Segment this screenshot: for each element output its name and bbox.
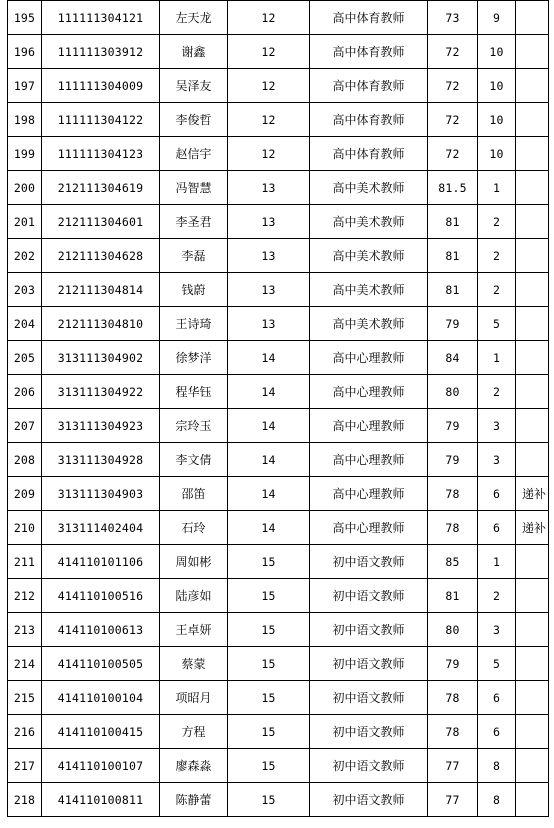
cell-exam-id: 414110100505 <box>42 647 160 681</box>
cell-seq: 212 <box>8 579 42 613</box>
cell-post: 高中体育教师 <box>310 69 428 103</box>
cell-name: 左天龙 <box>160 1 228 35</box>
table-row <box>8 375 549 409</box>
cell-post: 高中体育教师 <box>310 103 428 137</box>
cell-score: 72 <box>428 103 478 137</box>
cell-note <box>516 137 549 171</box>
cell-exam-id: 414110100415 <box>42 715 160 749</box>
cell-name: 王诗琦 <box>160 307 228 341</box>
cell-post-code: 15 <box>228 579 310 613</box>
cell-score: 78 <box>428 477 478 511</box>
table-row <box>8 35 549 69</box>
cell-post-code: 14 <box>228 375 310 409</box>
cell-score: 80 <box>428 613 478 647</box>
table-row <box>8 341 549 375</box>
cell-note <box>516 579 549 613</box>
cell-rank: 6 <box>478 681 516 715</box>
table-row <box>8 205 549 239</box>
cell-post: 高中心理教师 <box>310 375 428 409</box>
cell-post-code: 15 <box>228 647 310 681</box>
cell-score: 81 <box>428 273 478 307</box>
cell-seq: 208 <box>8 443 42 477</box>
cell-rank: 10 <box>478 35 516 69</box>
cell-rank: 2 <box>478 205 516 239</box>
cell-rank: 2 <box>478 273 516 307</box>
cell-name: 石玲 <box>160 511 228 545</box>
cell-score: 78 <box>428 511 478 545</box>
cell-score: 81 <box>428 205 478 239</box>
table-row <box>8 511 549 545</box>
cell-post-code: 14 <box>228 409 310 443</box>
table-row <box>8 239 549 273</box>
cell-score: 72 <box>428 137 478 171</box>
table-row <box>8 579 549 613</box>
cell-seq: 199 <box>8 137 42 171</box>
cell-score: 84 <box>428 341 478 375</box>
table-row <box>8 69 549 103</box>
table-row <box>8 647 549 681</box>
cell-seq: 217 <box>8 749 42 783</box>
cell-rank: 2 <box>478 375 516 409</box>
cell-post: 高中美术教师 <box>310 205 428 239</box>
cell-rank: 8 <box>478 749 516 783</box>
cell-seq: 195 <box>8 1 42 35</box>
cell-rank: 10 <box>478 103 516 137</box>
cell-rank: 3 <box>478 443 516 477</box>
cell-post: 高中美术教师 <box>310 239 428 273</box>
cell-post: 高中体育教师 <box>310 1 428 35</box>
cell-note <box>516 443 549 477</box>
cell-post-code: 13 <box>228 205 310 239</box>
cell-note <box>516 103 549 137</box>
cell-rank: 10 <box>478 137 516 171</box>
cell-seq: 215 <box>8 681 42 715</box>
table-row <box>8 715 549 749</box>
cell-name: 冯智慧 <box>160 171 228 205</box>
results-table <box>7 0 549 817</box>
cell-score: 79 <box>428 647 478 681</box>
cell-post: 高中心理教师 <box>310 511 428 545</box>
cell-name: 方程 <box>160 715 228 749</box>
cell-note <box>516 681 549 715</box>
cell-rank: 6 <box>478 477 516 511</box>
cell-name: 李文倩 <box>160 443 228 477</box>
cell-post: 高中体育教师 <box>310 35 428 69</box>
cell-rank: 8 <box>478 783 516 817</box>
cell-post-code: 15 <box>228 545 310 579</box>
cell-name: 赵信宇 <box>160 137 228 171</box>
cell-score: 85 <box>428 545 478 579</box>
cell-seq: 211 <box>8 545 42 579</box>
cell-seq: 210 <box>8 511 42 545</box>
table-row <box>8 613 549 647</box>
cell-note <box>516 341 549 375</box>
cell-score: 79 <box>428 443 478 477</box>
cell-note <box>516 171 549 205</box>
cell-score: 79 <box>428 307 478 341</box>
cell-seq: 202 <box>8 239 42 273</box>
cell-seq: 204 <box>8 307 42 341</box>
cell-exam-id: 414110100104 <box>42 681 160 715</box>
cell-post-code: 14 <box>228 477 310 511</box>
cell-score: 77 <box>428 783 478 817</box>
cell-exam-id: 414110100811 <box>42 783 160 817</box>
cell-score: 81 <box>428 239 478 273</box>
cell-note <box>516 545 549 579</box>
cell-name: 徐梦洋 <box>160 341 228 375</box>
cell-rank: 5 <box>478 307 516 341</box>
cell-note <box>516 205 549 239</box>
cell-name: 蔡蒙 <box>160 647 228 681</box>
table-row <box>8 681 549 715</box>
cell-post-code: 14 <box>228 341 310 375</box>
cell-post-code: 12 <box>228 103 310 137</box>
cell-seq: 197 <box>8 69 42 103</box>
cell-exam-id: 111111304122 <box>42 103 160 137</box>
cell-exam-id: 111111304009 <box>42 69 160 103</box>
cell-post: 高中美术教师 <box>310 307 428 341</box>
cell-post: 初中语文教师 <box>310 681 428 715</box>
cell-note <box>516 647 549 681</box>
cell-post-code: 15 <box>228 613 310 647</box>
cell-post-code: 15 <box>228 681 310 715</box>
cell-score: 81.5 <box>428 171 478 205</box>
cell-seq: 205 <box>8 341 42 375</box>
cell-score: 72 <box>428 35 478 69</box>
cell-exam-id: 212111304810 <box>42 307 160 341</box>
results-table-body <box>8 1 549 817</box>
cell-exam-id: 212111304814 <box>42 273 160 307</box>
cell-exam-id: 111111304123 <box>42 137 160 171</box>
cell-score: 78 <box>428 715 478 749</box>
cell-note <box>516 409 549 443</box>
cell-score: 80 <box>428 375 478 409</box>
cell-name: 钱蔚 <box>160 273 228 307</box>
cell-post-code: 13 <box>228 273 310 307</box>
cell-rank: 2 <box>478 579 516 613</box>
cell-post: 初中语文教师 <box>310 647 428 681</box>
cell-rank: 9 <box>478 1 516 35</box>
table-row <box>8 477 549 511</box>
cell-rank: 10 <box>478 69 516 103</box>
cell-post: 高中心理教师 <box>310 477 428 511</box>
cell-note <box>516 715 549 749</box>
cell-score: 72 <box>428 69 478 103</box>
cell-score: 77 <box>428 749 478 783</box>
cell-seq: 216 <box>8 715 42 749</box>
cell-score: 81 <box>428 579 478 613</box>
cell-name: 陆彦如 <box>160 579 228 613</box>
cell-exam-id: 414110100516 <box>42 579 160 613</box>
cell-post-code: 13 <box>228 171 310 205</box>
cell-name: 谢鑫 <box>160 35 228 69</box>
cell-name: 李俊哲 <box>160 103 228 137</box>
cell-note <box>516 749 549 783</box>
cell-post-code: 15 <box>228 783 310 817</box>
cell-rank: 1 <box>478 545 516 579</box>
cell-note <box>516 375 549 409</box>
cell-rank: 1 <box>478 171 516 205</box>
cell-name: 陈静蕾 <box>160 783 228 817</box>
cell-exam-id: 313111304903 <box>42 477 160 511</box>
cell-post-code: 14 <box>228 511 310 545</box>
cell-post-code: 12 <box>228 137 310 171</box>
cell-post-code: 15 <box>228 715 310 749</box>
cell-name: 李圣君 <box>160 205 228 239</box>
cell-exam-id: 414110100613 <box>42 613 160 647</box>
cell-seq: 201 <box>8 205 42 239</box>
cell-name: 项昭月 <box>160 681 228 715</box>
table-row <box>8 545 549 579</box>
cell-exam-id: 313111304923 <box>42 409 160 443</box>
cell-rank: 6 <box>478 511 516 545</box>
cell-post: 初中语文教师 <box>310 579 428 613</box>
cell-exam-id: 212111304601 <box>42 205 160 239</box>
table-row <box>8 137 549 171</box>
cell-post: 初中语文教师 <box>310 783 428 817</box>
cell-exam-id: 111111303912 <box>42 35 160 69</box>
cell-exam-id: 313111304928 <box>42 443 160 477</box>
cell-seq: 198 <box>8 103 42 137</box>
cell-note <box>516 783 549 817</box>
cell-rank: 3 <box>478 409 516 443</box>
cell-note: 递补 <box>516 511 549 545</box>
cell-name: 周如彬 <box>160 545 228 579</box>
cell-exam-id: 313111304922 <box>42 375 160 409</box>
cell-seq: 213 <box>8 613 42 647</box>
cell-seq: 209 <box>8 477 42 511</box>
cell-note <box>516 273 549 307</box>
cell-name: 宗玲玉 <box>160 409 228 443</box>
cell-note <box>516 69 549 103</box>
cell-exam-id: 414110100107 <box>42 749 160 783</box>
cell-exam-id: 414110101106 <box>42 545 160 579</box>
cell-note: 递补 <box>516 477 549 511</box>
cell-seq: 207 <box>8 409 42 443</box>
cell-post-code: 12 <box>228 35 310 69</box>
cell-post-code: 14 <box>228 443 310 477</box>
cell-exam-id: 313111304902 <box>42 341 160 375</box>
cell-post: 初中语文教师 <box>310 613 428 647</box>
page-bottom-edge <box>7 818 548 828</box>
table-row <box>8 783 549 817</box>
cell-score: 79 <box>428 409 478 443</box>
table-row <box>8 171 549 205</box>
cell-seq: 196 <box>8 35 42 69</box>
table-row <box>8 307 549 341</box>
table-row <box>8 409 549 443</box>
cell-rank: 1 <box>478 341 516 375</box>
cell-note <box>516 307 549 341</box>
cell-seq: 200 <box>8 171 42 205</box>
table-row <box>8 1 549 35</box>
cell-seq: 214 <box>8 647 42 681</box>
cell-seq: 203 <box>8 273 42 307</box>
cell-rank: 2 <box>478 239 516 273</box>
cell-rank: 5 <box>478 647 516 681</box>
cell-post: 高中美术教师 <box>310 171 428 205</box>
cell-name: 王卓妍 <box>160 613 228 647</box>
cell-score: 78 <box>428 681 478 715</box>
cell-note <box>516 1 549 35</box>
cell-post: 初中语文教师 <box>310 715 428 749</box>
cell-post: 高中心理教师 <box>310 443 428 477</box>
cell-rank: 6 <box>478 715 516 749</box>
table-row <box>8 749 549 783</box>
cell-note <box>516 613 549 647</box>
cell-post: 初中语文教师 <box>310 749 428 783</box>
table-row <box>8 443 549 477</box>
table-row <box>8 273 549 307</box>
cell-post: 高中体育教师 <box>310 137 428 171</box>
cell-post-code: 13 <box>228 239 310 273</box>
cell-exam-id: 212111304628 <box>42 239 160 273</box>
cell-rank: 3 <box>478 613 516 647</box>
cell-post-code: 13 <box>228 307 310 341</box>
cell-name: 程华钰 <box>160 375 228 409</box>
cell-post-code: 15 <box>228 749 310 783</box>
cell-exam-id: 111111304121 <box>42 1 160 35</box>
cell-post: 高中心理教师 <box>310 341 428 375</box>
table-row <box>8 103 549 137</box>
cell-name: 邵笛 <box>160 477 228 511</box>
cell-post: 高中美术教师 <box>310 273 428 307</box>
cell-note <box>516 35 549 69</box>
cell-name: 廖森淼 <box>160 749 228 783</box>
cell-seq: 218 <box>8 783 42 817</box>
cell-exam-id: 212111304619 <box>42 171 160 205</box>
results-sheet <box>7 0 548 817</box>
cell-name: 李磊 <box>160 239 228 273</box>
cell-score: 73 <box>428 1 478 35</box>
cell-post-code: 12 <box>228 1 310 35</box>
cell-seq: 206 <box>8 375 42 409</box>
cell-post: 高中心理教师 <box>310 409 428 443</box>
cell-name: 吴泽友 <box>160 69 228 103</box>
cell-exam-id: 313111402404 <box>42 511 160 545</box>
cell-post: 初中语文教师 <box>310 545 428 579</box>
cell-post-code: 12 <box>228 69 310 103</box>
cell-note <box>516 239 549 273</box>
